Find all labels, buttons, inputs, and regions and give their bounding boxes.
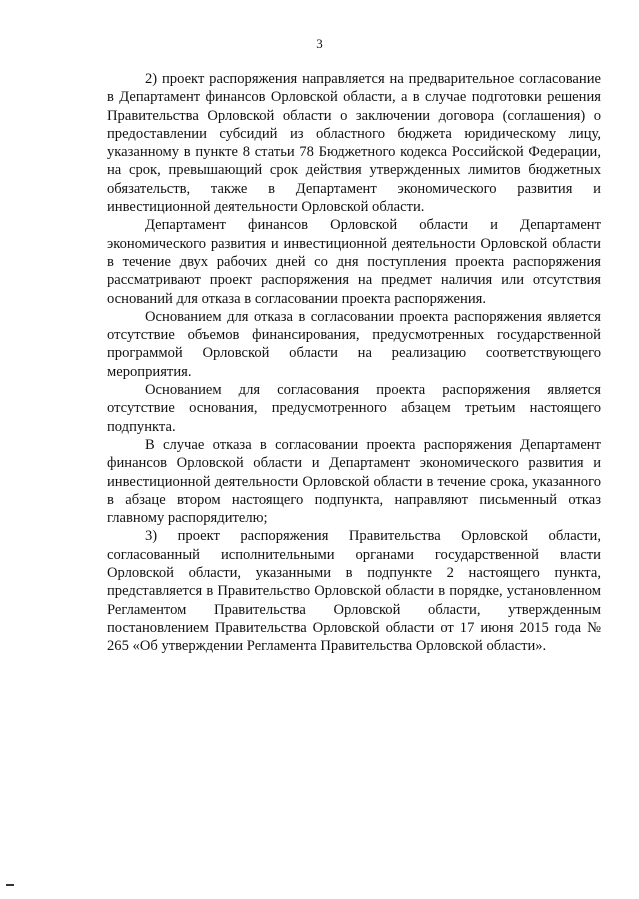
paragraph-subitem-2: 2) проект распоряжения направляется на предварительное согласование в Департамент финансов Орловской области, а в случае подготовки решения Правительства Орловской области о заключении договора (соглашения) о предоставлении субсидий из областного бюджета юридическому лицу, указанному в пункте 8 статьи 78 Бюджетного кодекса Российской Федерации, на срок, превышающий срок действия утвержденных лимитов бюджетных обязательств, также в Департамент экономического развития и инвестиционной деятельности Орловской области. [107, 71, 601, 216]
paragraph-review-period: Департамент финансов Орловской области и Департамент экономического развития и инвестиционной деятельности Орловской области в течение двух рабочих дней со дня поступления проекта распоряжения рассматривают проект распоряжения на предмет наличия или отсутствия оснований для отказа в согласовании проекта распоряжения. [107, 217, 601, 307]
page-number: 3 [316, 36, 323, 51]
paragraph-subitem-3: 3) проект распоряжения Правительства Орловской области, согласованный исполнительными органами государственной власти Орловской области, указанными в подпункте 2 настоящего пункта, представляется в Правительство Орловской области в порядке, установленном Регламентом Правительства Орловской области, утвержденным постановлением Правительства Орловской области от 17 июня 2015 года № 265 «Об утверждении Регламента Правительства Орловской области». [107, 528, 601, 655]
document-body [107, 70, 601, 656]
paragraph-approval-grounds: Основанием для согласования проекта распоряжения является отсутствие основания, предусмотренного абзацем третьим настоящего подпункта. [107, 382, 601, 435]
paragraph-refusal-grounds: Основанием для отказа в согласовании проекта распоряжения является отсутствие объемов финансирования, предусмотренных государственной программой Орловской области на реализацию соответствующего мероприятия. [107, 308, 601, 380]
scan-edge-mark [6, 884, 14, 886]
paragraph-refusal-procedure: В случае отказа в согласовании проекта распоряжения Департамент финансов Орловской области и Департамент экономического развития и инвестиционной деятельности Орловской области в течение срока, указанного в абзаце втором настоящего подпункта, направляют письменный отказ главному распорядителю; [107, 436, 601, 527]
